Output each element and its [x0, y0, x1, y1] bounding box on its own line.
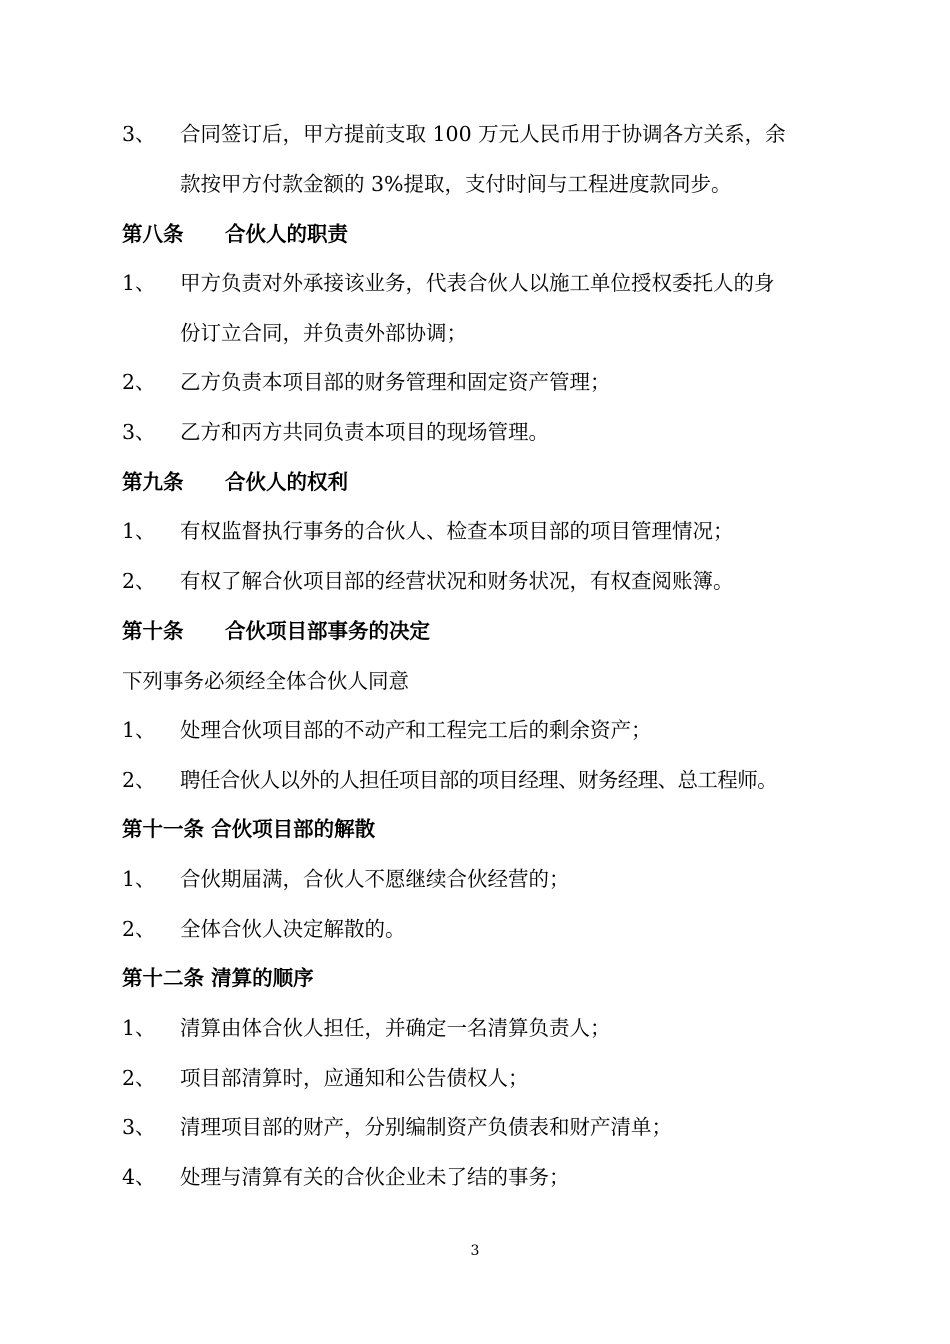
item-text: 项目部清算时，应通知和公告债权人； — [180, 1066, 529, 1090]
article-heading — [122, 616, 430, 646]
article-heading — [122, 219, 348, 249]
item-text: 甲方负责对外承接该业务，代表合伙人以施工单位授权委托人的身 — [180, 271, 775, 295]
item-text: 乙方和丙方共同负责本项目的现场管理。 — [180, 420, 549, 444]
article-number: 第八条 — [122, 222, 184, 246]
item-text: 合伙期届满，合伙人不愿继续合伙经营的； — [180, 867, 570, 891]
item-number: 3、 — [122, 420, 156, 444]
article-heading — [122, 467, 348, 497]
item-text: 有权监督执行事务的合伙人、检查本项目部的项目管理情况； — [180, 519, 734, 543]
item-number: 1、 — [122, 718, 156, 742]
item-number: 1、 — [122, 271, 156, 295]
item-number: 2、 — [122, 768, 156, 792]
item-number: 4、 — [122, 1165, 156, 1189]
item-text: 处理合伙项目部的不动产和工程完工后的剩余资产； — [180, 718, 652, 742]
item-text: 全体合伙人决定解散的。 — [180, 917, 406, 941]
item-number: 3、 — [122, 1115, 156, 1139]
item-text: 处理与清算有关的合伙企业未了结的事务； — [180, 1165, 570, 1189]
item-text: 乙方负责本项目部的财务管理和固定资产管理； — [180, 370, 611, 394]
item-number: 2、 — [122, 1066, 156, 1090]
item-text: 款按甲方付款金额的 3%提取，支付时间与工程进度款同步。 — [180, 172, 732, 196]
article-heading: 第十二条 清算的顺序 — [122, 966, 314, 990]
article-title: 合伙人的职责 — [225, 222, 348, 246]
item-number: 2、 — [122, 569, 156, 593]
article-heading: 第十一条 合伙项目部的解散 — [122, 817, 376, 841]
item-text: 清算由体合伙人担任，并确定一名清算负责人； — [180, 1016, 611, 1040]
item-number: 1、 — [122, 519, 156, 543]
item-text: 合同签订后，甲方提前支取 100 万元人民币用于协调各方关系，余 — [180, 122, 786, 146]
item-text: 清理项目部的财产，分别编制资产负债表和财产清单； — [180, 1115, 672, 1139]
item-text: 聘任合伙人以外的人担任项目部的项目经理、财务经理、总工程师。 — [180, 768, 777, 792]
item-number: 1、 — [122, 1016, 156, 1040]
item-number: 3、 — [122, 122, 156, 146]
article-intro: 下列事务必须经全体合伙人同意 — [122, 669, 409, 693]
item-text: 份订立合同，并负责外部协调； — [180, 321, 467, 345]
article-title: 合伙项目部事务的决定 — [225, 619, 430, 643]
item-number: 2、 — [122, 917, 156, 941]
article-title: 合伙人的权利 — [225, 470, 348, 494]
article-number: 第十条 — [122, 619, 184, 643]
item-text: 有权了解合伙项目部的经营状况和财务状况，有权查阅账簿。 — [180, 569, 734, 593]
item-number: 2、 — [122, 370, 156, 394]
item-number: 1、 — [122, 867, 156, 891]
page-number: 3 — [470, 1243, 480, 1259]
article-number: 第九条 — [122, 470, 184, 494]
